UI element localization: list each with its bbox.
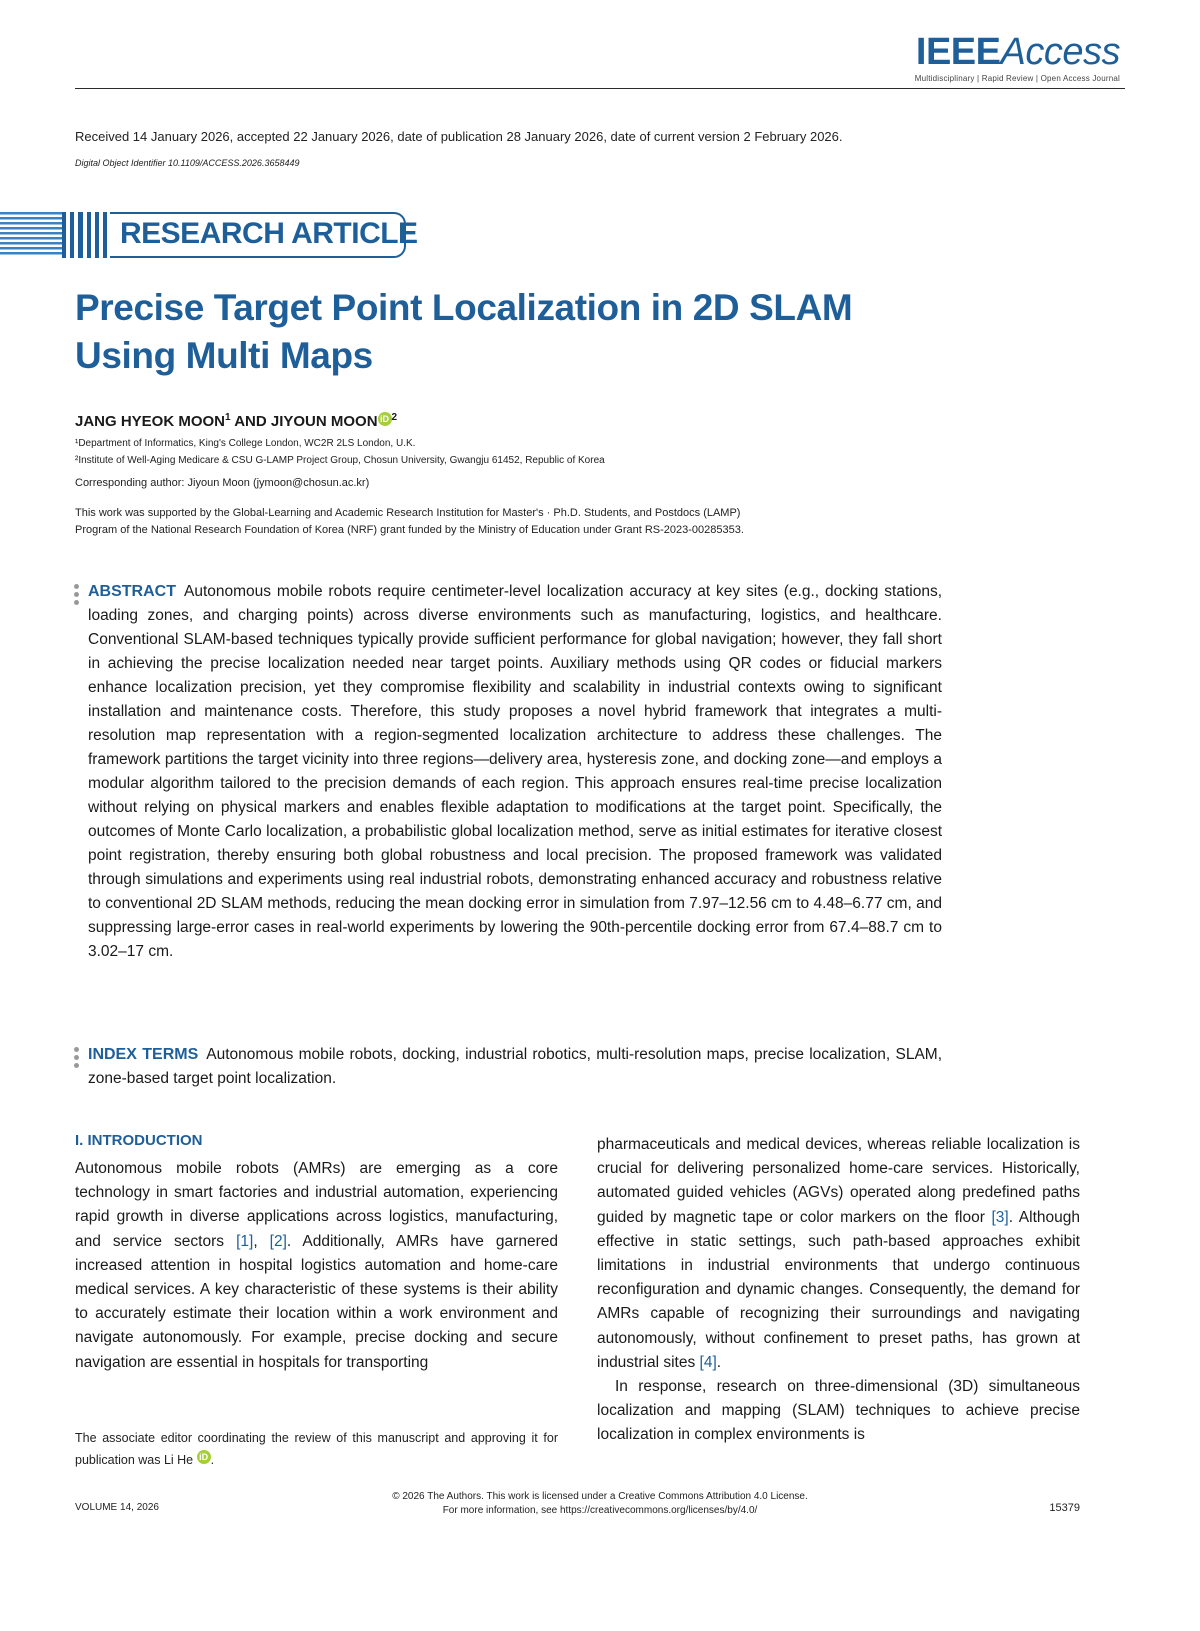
corresponding-author: Corresponding author: Jiyoun Moon (jymoon@chosun.ac.kr) [75, 477, 370, 489]
author-1-name: JANG HYEOK MOON [75, 413, 226, 430]
index-terms-marker-icon [73, 1047, 81, 1071]
license-line-1: © 2026 The Authors. This work is licensed under a Creative Commons Attribution 4.0 License. [392, 1491, 808, 1502]
author-list [75, 412, 397, 430]
index-terms-text: Autonomous mobile robots, docking, industrial robotics, multi-resolution maps, precise localization, SLAM, zone-based target point localization. [88, 1046, 942, 1087]
orcid-icon[interactable]: iD [378, 412, 392, 426]
doi-line: Digital Object Identifier 10.1109/ACCESS.2026.3658449 [75, 158, 300, 168]
section-heading-introduction: I. INTRODUCTION [75, 1132, 203, 1149]
page-number: 15379 [1049, 1502, 1080, 1514]
license-line-2[interactable]: For more information, see https://creativecommons.org/licenses/by/4.0/ [442, 1505, 758, 1516]
citation-separator: , [253, 1232, 270, 1250]
funding-statement [75, 505, 1125, 539]
abstract-block [88, 580, 942, 964]
banner-bars-graphic [62, 212, 107, 258]
editor-footnote [75, 1427, 558, 1471]
funding-line-1: This work was supported by the Global-Learning and Academic Research Institution for Master's · Ph.D. Students, and Postdocs (LAMP) [75, 507, 741, 519]
editor-orcid-icon[interactable]: iD [197, 1450, 211, 1464]
footnote-text: The associate editor coordinating the review of this manuscript and approving it for publication was Li He [75, 1431, 558, 1467]
author-1-affiliation-mark: 1 [225, 412, 231, 423]
affiliation-1: ¹Department of Informatics, King's College London, WC2R 2LS London, U.K. [75, 438, 416, 449]
intro-right-paragraph-2: In response, research on three-dimensional (3D) simultaneous localization and mapping (SLAM) techniques to achieve precise localization in complex environments is [597, 1378, 1080, 1444]
abstract-label: ABSTRACT [88, 583, 176, 600]
intro-right-paragraph-1 [597, 1133, 1080, 1375]
intro-right-text-b: . Although effective in static settings, such path-based approaches exhibit limitations in industrial environments that undergo continuous reconfiguration and dynamic changes. Consequently, the demand for AMRs capable of recognizing their surroundings and navigating autonomously, without confinement to preset paths, has grown at industrial sites [597, 1208, 1080, 1371]
intro-left-text-a: Autonomous mobile robots (AMRs) are emerging as a core technology in smart factories and industrial automation, experiencing rapid growth in diverse applications across logistics, manufacturing, and service sectors [75, 1160, 558, 1250]
intro-left-text-b: . Additionally, AMRs have garnered increased attention in hospital logistics automation and home-care medical services. A key characteristic of these systems is their ability to accurately estimate their location within a work environment and navigate autonomously. For example, precise docking and secure navigation are essential in hospitals for transporting [75, 1232, 558, 1371]
banner-stripes-graphic [0, 212, 66, 258]
funding-line-2: Program of the National Research Foundation of Korea (NRF) grant funded by the Ministry of Education under Grant RS-2023-00285353. [75, 524, 744, 536]
article-type-label: RESEARCH ARTICLE [120, 217, 418, 250]
header-divider [75, 88, 1125, 89]
affiliation-2: ²Institute of Well-Aging Medicare & CSU G-LAMP Project Group, Chosun University, Gwangju 61452, Republic of Korea [75, 455, 605, 466]
logo-access: Access [1000, 31, 1120, 73]
left-column-text [75, 1157, 558, 1375]
title-line-2: Using Multi Maps [75, 335, 373, 376]
author-2-name: AND JIYOUN MOON [234, 413, 378, 430]
journal-logo [840, 32, 1120, 83]
footnote-end: . [210, 1453, 215, 1467]
citation-link-2[interactable]: [2] [269, 1232, 287, 1250]
abstract-marker-icon [73, 584, 81, 608]
logo-tagline: Multidisciplinary | Rapid Review | Open Access Journal [914, 74, 1120, 83]
author-2-affiliation-mark: 2 [391, 412, 398, 423]
paper-title [75, 284, 975, 380]
right-column-text [597, 1133, 1080, 1448]
volume-label: VOLUME 14, 2026 [75, 1502, 159, 1513]
intro-right-text-a: pharmaceuticals and medical devices, whereas reliable localization is crucial for delivering personalized home-care services. Historically, automated guided vehicles (AGVs) operated along predefined paths guided by magnetic tape or color markers on the floor [597, 1136, 1080, 1226]
index-terms-block [88, 1043, 942, 1091]
title-line-1: Precise Target Point Localization in 2D SLAM [75, 287, 853, 328]
abstract-text: Autonomous mobile robots require centimeter-level localization accuracy at key sites (e.g., docking stations, loading zones, and charging points) across diverse environments such as manufacturing, logistics, and healthcare. Conventional SLAM-based techniques typically provide sufficient performance for global navigation; however, they fall short in achieving the precise localization needed near target points. Auxiliary methods using QR codes or fiducial markers enhance localization precision, yet they compromise flexibility and scalability in industrial contexts owing to significant installation and maintenance costs. Therefore, this study proposes a novel hybrid framework that integrates a multi-resolution map representation with a region-segmented localization architecture to address these challenges. The framework partitions the target vicinity into three regions—delivery area, hysteresis zone, and docking zone—and employs a modular algorithm tailored to the precision demands of each region. This approach ensures real-time precise localization without relying on physical markers and enables flexible adaptation to modifications at the target point. Specifically, the outcomes of Monte Carlo localization, a probabilistic global localization method, serve as initial estimates for iterative closest point registration, thereby ensuring both global robustness and local precision. The proposed framework was validated through simulations and experiments using real industrial robots, demonstrating enhanced accuracy and robustness relative to conventional 2D SLAM methods, reducing the mean docking error in simulation from 7.97–12.56 cm to 4.48–6.77 cm, and suppressing large-error cases in real-world experiments by lowering the 90th-percentile docking error from 67.4–88.7 cm to 3.02–17 cm. [88, 583, 942, 960]
index-terms-label: INDEX TERMS [88, 1046, 199, 1063]
logo-ieee: IEEE [915, 31, 1001, 73]
license-notice [300, 1490, 900, 1518]
received-dates: Received 14 January 2026, accepted 22 January 2026, date of publication 28 January 2026, date of current version 2 February 2026. [75, 129, 843, 144]
intro-right-text-c: . [716, 1353, 722, 1371]
citation-link-1[interactable]: [1] [236, 1232, 254, 1250]
citation-link-4[interactable]: [4] [699, 1353, 717, 1371]
citation-link-3[interactable]: [3] [991, 1208, 1009, 1226]
